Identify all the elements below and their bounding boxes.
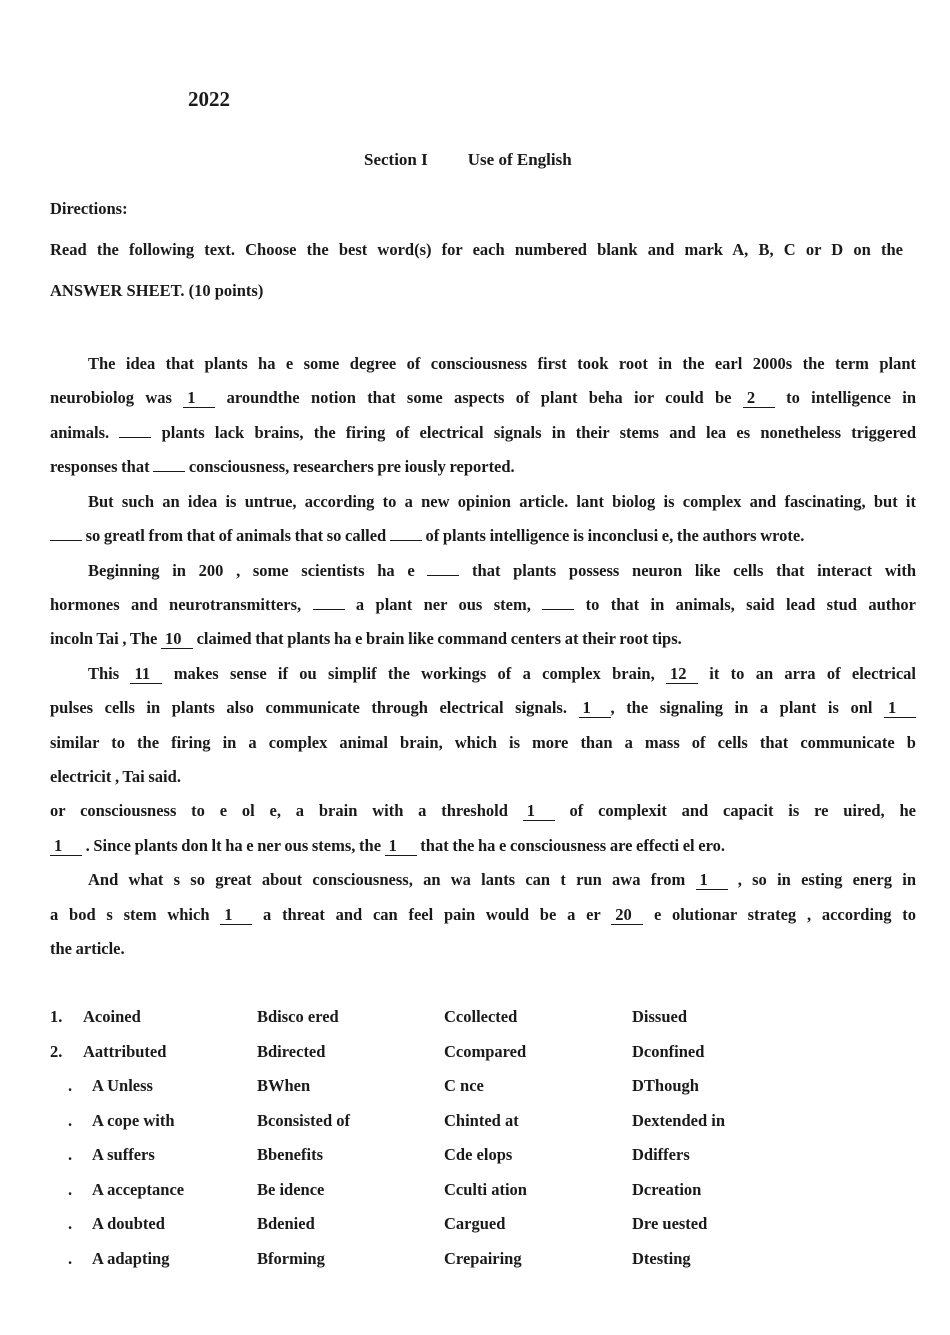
question-number: . bbox=[68, 1145, 73, 1164]
passage-text: the article. bbox=[50, 939, 125, 958]
answer-blank: 10 bbox=[161, 630, 193, 649]
passage-text: of complexit and capacit is re uired, he bbox=[554, 801, 916, 820]
passage-text: a bod s stem which bbox=[50, 905, 221, 924]
answer-blank: 1 bbox=[884, 699, 916, 718]
option-d: Dre uested bbox=[632, 1214, 708, 1233]
answer-blank bbox=[119, 437, 151, 438]
passage-line bbox=[88, 664, 916, 684]
passage-text: consciousness, researchers pre iously reported. bbox=[185, 457, 515, 476]
question-number: . bbox=[68, 1249, 73, 1268]
answer-blank: 20 bbox=[611, 906, 643, 925]
option-b: BWhen bbox=[257, 1076, 311, 1095]
option-c: Cargued bbox=[444, 1214, 506, 1233]
passage-text: claimed that plants ha e brain like command centers at their root tips. bbox=[192, 629, 682, 648]
passage-text: The idea that plants ha e some degree of consciousness first took root in the earl 2000s the term plant bbox=[88, 354, 916, 373]
passage-line bbox=[50, 388, 916, 408]
passage-line bbox=[50, 595, 916, 615]
passage-line bbox=[88, 354, 916, 374]
passage-text: a threat and can feel pain would be a er bbox=[252, 905, 612, 924]
passage-text: This bbox=[88, 664, 131, 683]
directions-text-line-2: ANSWER SHEET. (10 points) bbox=[50, 281, 264, 300]
answer-blank: 1 bbox=[183, 389, 215, 408]
option-d: DThough bbox=[632, 1076, 699, 1095]
passage-text: incoln Tai , The bbox=[50, 629, 161, 648]
passage-line bbox=[88, 561, 916, 581]
passage-text: to intelligence in bbox=[774, 388, 916, 407]
passage-line bbox=[50, 801, 916, 821]
passage-text: electricit , Tai said. bbox=[50, 767, 181, 786]
question-number: 2. bbox=[50, 1042, 63, 1061]
answer-blank: 1 bbox=[220, 906, 252, 925]
answer-blank bbox=[542, 609, 574, 610]
option-a: A adapting bbox=[92, 1249, 170, 1268]
question-number: . bbox=[68, 1214, 73, 1233]
passage-line bbox=[50, 939, 916, 959]
option-d: Dissued bbox=[632, 1007, 688, 1026]
option-a: Aattributed bbox=[83, 1042, 167, 1061]
option-b: Be idence bbox=[257, 1180, 325, 1199]
option-c: Chinted at bbox=[444, 1111, 519, 1130]
passage-text: plants lack brains, the firing of electrical signals in their stems and lea es nonetheless triggered bbox=[151, 423, 916, 442]
option-c: Cculti ation bbox=[444, 1180, 527, 1199]
answer-blank: 1 bbox=[579, 699, 611, 718]
answer-blank bbox=[390, 540, 422, 541]
question-number: . bbox=[68, 1076, 73, 1095]
question-number: . bbox=[68, 1111, 73, 1130]
passage-line bbox=[50, 733, 916, 753]
passage-text: hormones and neurotransmitters, bbox=[50, 595, 313, 614]
passage-text: so greatl from that of animals that so called bbox=[82, 526, 390, 545]
option-c: Cde elops bbox=[444, 1145, 513, 1164]
option-b: Bdisco ered bbox=[257, 1007, 339, 1026]
passage-line bbox=[50, 629, 916, 649]
answer-blank bbox=[50, 540, 82, 541]
passage-line bbox=[50, 526, 916, 546]
option-a: A doubted bbox=[92, 1214, 165, 1233]
passage-text: or consciousness to e ol e, a brain with a threshold bbox=[50, 801, 523, 820]
passage-text: , so in esting energ in bbox=[727, 870, 917, 889]
passage-text: e olutionar strateg , according to bbox=[643, 905, 917, 924]
option-d: Dcreation bbox=[632, 1180, 702, 1199]
passage-text: animals. bbox=[50, 423, 120, 442]
directions-label: Directions: bbox=[50, 199, 128, 218]
option-a: A acceptance bbox=[92, 1180, 185, 1199]
answer-blank: 2 bbox=[743, 389, 775, 408]
passage-text: it to an arra of electrical bbox=[698, 664, 916, 683]
option-b: Bdenied bbox=[257, 1214, 315, 1233]
option-c: C nce bbox=[444, 1076, 484, 1095]
passage-text: that plants possess neuron like cells that interact with bbox=[459, 561, 917, 580]
passage-text: to that in animals, said lead stud author bbox=[574, 595, 916, 614]
passage-text: a plant ner ous stem, bbox=[344, 595, 543, 614]
section-heading bbox=[364, 150, 572, 170]
option-b: Bconsisted of bbox=[257, 1111, 351, 1130]
answer-blank: 11 bbox=[130, 665, 162, 684]
passage-text: responses that bbox=[50, 457, 154, 476]
answer-blank bbox=[313, 609, 345, 610]
passage-text: of plants intelligence is inconclusi e, the authors wrote. bbox=[421, 526, 805, 545]
passage-text: . Since plants don lt ha e ner ous stems, the bbox=[82, 836, 385, 855]
option-c: Crepairing bbox=[444, 1249, 522, 1268]
passage-text: aroundthe notion that some aspects of plant beha ior could be bbox=[215, 388, 743, 407]
passage-text: But such an idea is untrue, according to a new opinion article. lant biolog is complex and fascinating, but it bbox=[88, 492, 916, 511]
passage-text: And what s so great about consciousness, an wa lants can t run awa from bbox=[88, 870, 696, 889]
option-a: Acoined bbox=[83, 1007, 141, 1026]
answer-blank: 1 bbox=[50, 837, 82, 856]
passage-line bbox=[50, 423, 916, 443]
answer-blank: 1 bbox=[523, 802, 555, 821]
answer-blank: 12 bbox=[666, 665, 698, 684]
option-b: Bbenefits bbox=[257, 1145, 323, 1164]
passage-line bbox=[50, 698, 916, 718]
answer-blank bbox=[153, 471, 185, 472]
option-b: Bdirected bbox=[257, 1042, 326, 1061]
document-year: 2022 bbox=[188, 87, 230, 111]
passage-text: similar to the firing in a complex animal brain, which is more than a mass of cells that communicate b bbox=[50, 733, 916, 752]
question-number: . bbox=[68, 1180, 73, 1199]
question-number: 1. bbox=[50, 1007, 63, 1026]
option-a: A cope with bbox=[92, 1111, 175, 1130]
answer-blank bbox=[427, 575, 459, 576]
passage-line bbox=[50, 767, 916, 787]
passage-line bbox=[50, 836, 916, 856]
option-a: A suffers bbox=[92, 1145, 155, 1164]
passage-text: makes sense if ou simplif the workings of a complex brain, bbox=[162, 664, 666, 683]
section-label: Section I bbox=[364, 150, 428, 169]
section-title: Use of English bbox=[467, 150, 572, 169]
passage-line bbox=[88, 870, 916, 890]
option-d: Dtesting bbox=[632, 1249, 691, 1268]
option-b: Bforming bbox=[257, 1249, 325, 1268]
option-c: Ccollected bbox=[444, 1007, 518, 1026]
option-a: A Unless bbox=[92, 1076, 153, 1095]
option-d: Dextended in bbox=[632, 1111, 726, 1130]
passage-line bbox=[88, 492, 916, 512]
passage-line bbox=[50, 905, 916, 925]
passage-text: neurobiolog was bbox=[50, 388, 184, 407]
answer-blank: 1 bbox=[696, 871, 728, 890]
option-c: Ccompared bbox=[444, 1042, 527, 1061]
option-d: Dconfined bbox=[632, 1042, 705, 1061]
passage-text: Beginning in 200 , some scientists ha e bbox=[88, 561, 428, 580]
directions-text-line-1: Read the following text. Choose the best word(s) for each numbered blank and mark A, B, C or D on the bbox=[50, 240, 903, 259]
passage-line bbox=[50, 457, 916, 477]
answer-blank: 1 bbox=[385, 837, 417, 856]
passage-text: that the ha e consciousness are effecti el ero. bbox=[416, 836, 725, 855]
passage-text: pulses cells in plants also communicate through electrical signals. bbox=[50, 698, 579, 717]
option-d: Ddiffers bbox=[632, 1145, 690, 1164]
passage-text: , the signaling in a plant is onl bbox=[610, 698, 885, 717]
